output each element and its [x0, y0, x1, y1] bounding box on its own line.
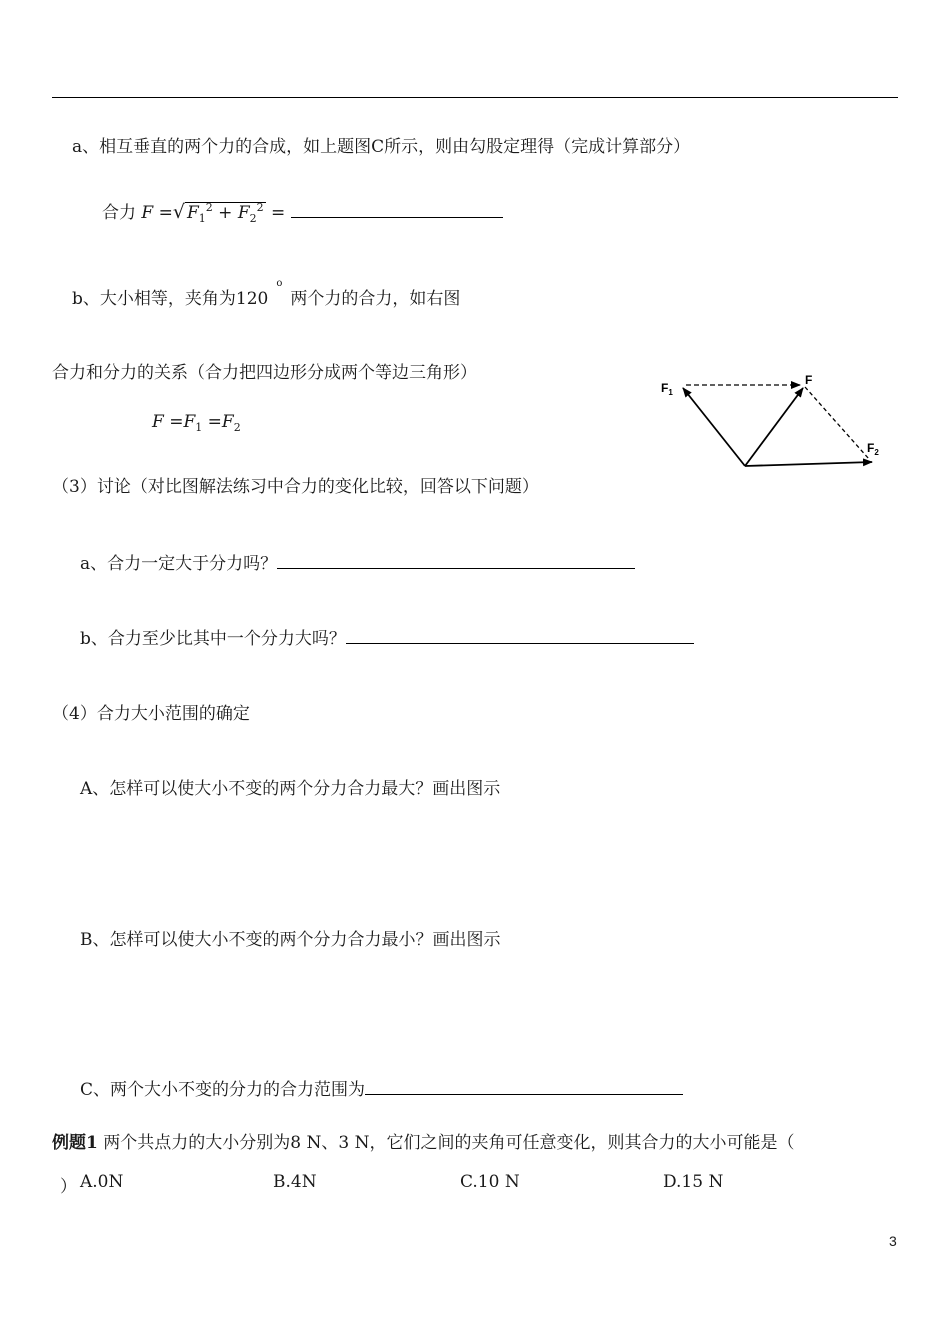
page-number: 3	[889, 1233, 897, 1249]
vector-F1	[683, 388, 745, 466]
label-F2: $F_2$	[867, 441, 879, 457]
example-label: 例题1	[52, 1133, 98, 1153]
option-b[interactable]: B.4N	[273, 1172, 317, 1192]
vector-F	[745, 388, 803, 466]
formula-b: $F =F_1 =F_2$	[152, 412, 241, 434]
header-rule	[52, 97, 898, 98]
formula-a-F: F	[141, 203, 154, 223]
dashed-F-to-F2	[805, 387, 869, 459]
sqrt-sign: √	[172, 201, 185, 223]
formula-a-eq2: =	[271, 203, 286, 223]
answer-blank-a[interactable]	[291, 217, 503, 218]
line-b-intro: b、大小相等，夹角为120$^o$两个力的合力，如右图	[72, 278, 461, 309]
answer-blank-3a[interactable]	[277, 568, 635, 569]
label-F: F	[805, 373, 813, 387]
formula-a	[102, 198, 503, 225]
question-3b: b、合力至少比其中一个分力大吗？	[80, 624, 694, 649]
example-text: 两个共点力的大小分别为8 N、3 N，它们之间的夹角可任意变化，则其合力的大小可能是（	[103, 1133, 795, 1153]
sqrt-radicand: $F_1^2 + F_2^2$	[186, 201, 264, 225]
degree-mark: o	[276, 278, 283, 289]
formula-a-prefix: 合力	[102, 203, 136, 223]
example-close: ）	[60, 1177, 77, 1197]
relation-text: 合力和分力的关系（合力把四边形分成两个等边三角形）	[52, 363, 477, 383]
question-4B: B、怎样可以使大小不变的两个分力合力最小？画出图示	[80, 930, 501, 950]
label-F1: $F_1$	[661, 381, 673, 397]
question-4C: C、两个大小不变的分力的合力范围为	[80, 1075, 683, 1100]
section3-title: （3）讨论（对比图解法练习中合力的变化比较，回答以下问题）	[52, 477, 539, 497]
option-d[interactable]: D.15 N	[663, 1172, 724, 1192]
section4-title: （4）合力大小范围的确定	[52, 704, 250, 724]
example-question	[52, 1128, 794, 1153]
option-a[interactable]: A.0N	[80, 1172, 124, 1192]
question-4A: A、怎样可以使大小不变的两个分力合力最大？画出图示	[80, 779, 501, 799]
question-3a: a、合力一定大于分力吗？	[80, 549, 635, 574]
formula-a-eq: =	[158, 203, 173, 223]
vector-F2	[745, 462, 872, 466]
answer-blank-4C[interactable]	[365, 1094, 683, 1095]
force-diagram	[650, 365, 890, 480]
option-c[interactable]: C.10 N	[460, 1172, 520, 1192]
answer-blank-3b[interactable]	[346, 643, 694, 644]
line-a-intro: a、相互垂直的两个力的合成，如上题图C所示，则由勾股定理得（完成计算部分）	[72, 137, 691, 157]
